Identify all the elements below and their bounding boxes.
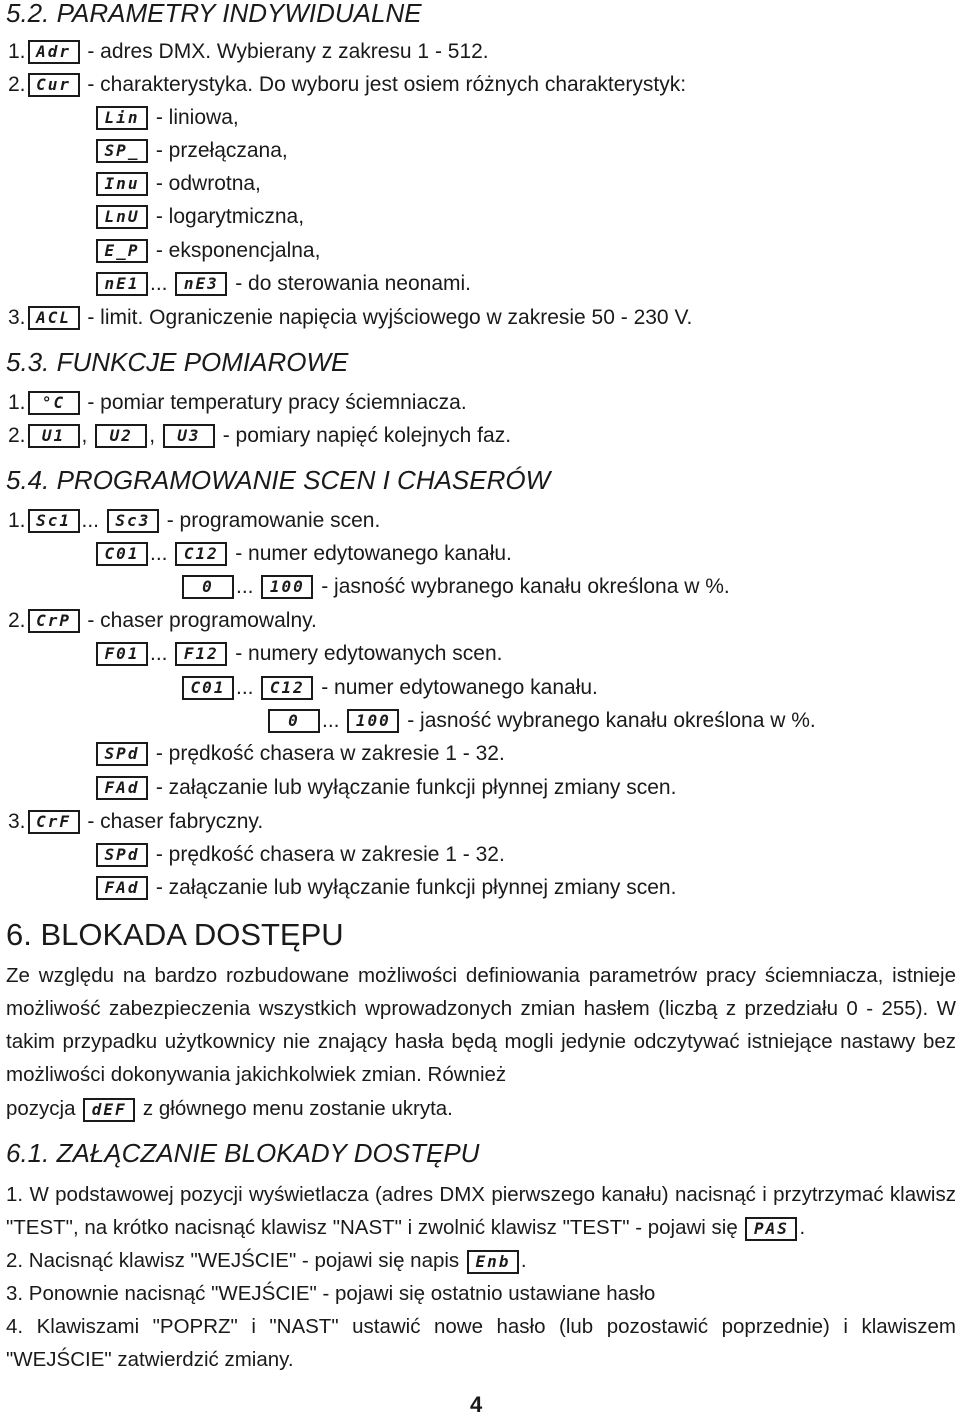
display-code: FAd xyxy=(96,876,148,900)
display-code: C01 xyxy=(96,542,148,566)
section-heading-5-4: 5.4. PROGRAMOWANIE SCEN I CHASERÓW xyxy=(6,465,551,495)
ellipsis: ... xyxy=(150,542,168,565)
list-item xyxy=(94,137,288,165)
display-code: Sc3 xyxy=(107,509,159,533)
item-text: - limit. Ograniczenie napięcia wyjściowego w zakresie 50 - 230 V. xyxy=(87,306,693,329)
list-item xyxy=(94,774,676,802)
list-item xyxy=(180,573,730,601)
item-number: 2. xyxy=(8,609,26,632)
item-text: - numer edytowanego kanału. xyxy=(321,676,598,699)
display-code: °C xyxy=(28,391,80,415)
ellipsis: ... xyxy=(81,509,100,532)
step-1 xyxy=(6,1178,956,1244)
list-item xyxy=(94,540,512,568)
display-code: U1 xyxy=(28,424,80,448)
item-text: - pomiar temperatury pracy ściemniacza. xyxy=(87,391,467,414)
step-4: 4. Klawiszami "POPRZ" i "NAST" ustawić nowe hasło (lub pozostawić poprzednie) i klawiszem "WEJŚCIE" zatwierdzić zmiany. xyxy=(6,1315,956,1371)
item-text: - załączanie lub wyłączanie funkcji płynnej zmiany scen. xyxy=(155,776,677,799)
item-text: - prędkość chasera w zakresie 1 - 32. xyxy=(155,742,505,765)
text: z głównego menu zostanie ukryta. xyxy=(142,1097,453,1120)
item-text: - jasność wybranego kanału określona w %. xyxy=(407,709,816,732)
separator: , xyxy=(81,424,88,447)
ellipsis: ... xyxy=(236,676,254,699)
item-number: 1. xyxy=(8,391,26,414)
display-code: PAS xyxy=(745,1217,797,1241)
section-heading-5-2: 5.2. PARAMETRY INDYWIDUALNE xyxy=(6,0,422,28)
item-number: 3. xyxy=(8,306,26,329)
section-heading-5-3: 5.3. FUNKCJE POMIAROWE xyxy=(6,347,349,377)
list-item xyxy=(94,170,261,198)
paragraph: Ze względu na bardzo rozbudowane możliwości definiowania parametrów pracy ściemniacza, istnieje możliwość zabezpieczenia wszystkich wprowadzonych zmian hasłem (liczbą z przedziału 0 - 255). W takim przypadku użytkownicy nie znający hasła będą mogli jedynie odczytywać istniejące nastawy bez możliwości dokonywania jakichkolwiek zmian. Również xyxy=(6,964,956,1086)
item-text: - do sterowania neonami. xyxy=(235,272,472,295)
display-code: 0 xyxy=(182,575,234,599)
item-text: - charakterystyka. Do wyboru jest osiem różnych charakterystyk: xyxy=(87,73,687,96)
item-text: - liniowa, xyxy=(155,106,239,129)
list-item xyxy=(8,38,489,66)
display-code: ACL xyxy=(28,306,80,330)
item-text: - chaser programowalny. xyxy=(87,609,317,632)
section-heading-6-1: 6.1. ZAŁĄCZANIE BLOKADY DOSTĘPU xyxy=(6,1138,480,1168)
list-item xyxy=(180,674,598,702)
display-code: Sc1 xyxy=(28,509,80,533)
list-item xyxy=(8,607,317,635)
step-3: 3. Ponownie nacisnąć "WEJŚCIE" - pojawi się ostatnio ustawiane hasło xyxy=(6,1282,656,1305)
item-text: - jasność wybranego kanału określona w %. xyxy=(321,575,730,598)
list-item xyxy=(94,874,676,902)
display-code: 100 xyxy=(261,575,313,599)
step-text: 1. W podstawowej pozycji wyświetlacza (adres DMX pierwszego kanału) nacisnąć i przytrzymać klawisz "TEST", na krótko nacisnąć klawisz "NAST" i zwolnić klawisz "TEST" - pojawi się xyxy=(6,1183,956,1239)
display-code: 100 xyxy=(347,709,399,733)
display-code: FAd xyxy=(96,776,148,800)
display-code: nE1 xyxy=(96,272,148,296)
item-text: - prędkość chasera w zakresie 1 - 32. xyxy=(155,843,505,866)
ellipsis: ... xyxy=(150,642,168,665)
item-text: - chaser fabryczny. xyxy=(87,810,264,833)
item-number: 2. xyxy=(8,73,26,96)
display-code: Lin xyxy=(96,106,148,130)
display-code: Enb xyxy=(467,1250,519,1274)
display-code: Inu xyxy=(96,172,148,196)
list-item xyxy=(94,104,239,132)
display-code: E_P xyxy=(96,239,148,263)
display-code: SPd xyxy=(96,742,148,766)
punctuation: . xyxy=(520,1249,527,1272)
list-item xyxy=(8,304,692,332)
list-item xyxy=(8,422,511,450)
paragraph-line xyxy=(6,1092,956,1125)
display-code: nE3 xyxy=(175,272,227,296)
display-code: Adr xyxy=(28,40,80,64)
item-text: - numer edytowanego kanału. xyxy=(235,542,512,565)
text: pozycja xyxy=(6,1097,76,1120)
page-number: 4 xyxy=(470,1392,483,1417)
display-code: 0 xyxy=(268,709,320,733)
list-item xyxy=(8,389,467,417)
item-text: - załączanie lub wyłączanie funkcji płynnej zmiany scen. xyxy=(155,876,677,899)
list-item xyxy=(94,841,505,869)
ellipsis: ... xyxy=(236,575,254,598)
list-item xyxy=(94,237,320,265)
ellipsis: ... xyxy=(322,709,340,732)
item-number: 2. xyxy=(8,424,26,447)
list-item xyxy=(8,71,686,99)
item-text: - numery edytowanych scen. xyxy=(235,642,503,665)
display-code: LnU xyxy=(96,205,148,229)
list-item xyxy=(94,203,304,231)
separator: , xyxy=(149,424,156,447)
item-text: - pomiary napięć kolejnych faz. xyxy=(222,424,512,447)
item-text: - eksponencjalna, xyxy=(155,239,321,262)
step-text: 2. Nacisnąć klawisz "WEJŚCIE" - pojawi się napis xyxy=(6,1249,460,1272)
list-item xyxy=(94,640,503,668)
item-text: - programowanie scen. xyxy=(166,509,381,532)
display-code: C12 xyxy=(261,676,313,700)
display-code: F12 xyxy=(175,642,227,666)
punctuation: . xyxy=(799,1216,806,1239)
display-code: Cur xyxy=(28,73,80,97)
item-number: 3. xyxy=(8,810,26,833)
section-heading-6: 6. BLOKADA DOSTĘPU xyxy=(6,917,344,952)
display-code: U2 xyxy=(95,424,147,448)
display-code: SPd xyxy=(96,843,148,867)
item-text: - odwrotna, xyxy=(155,172,261,195)
list-item xyxy=(8,507,380,535)
item-number: 1. xyxy=(8,40,26,63)
display-code: C12 xyxy=(175,542,227,566)
item-number: 1. xyxy=(8,509,26,532)
display-code: CrP xyxy=(28,609,80,633)
ellipsis: ... xyxy=(150,272,168,295)
list-item xyxy=(94,270,471,298)
item-text: - logarytmiczna, xyxy=(155,205,305,228)
display-code: U3 xyxy=(163,424,215,448)
list-item xyxy=(266,707,816,735)
item-text: - adres DMX. Wybierany z zakresu 1 - 512. xyxy=(87,40,489,63)
list-item xyxy=(8,808,263,836)
display-code: C01 xyxy=(182,676,234,700)
item-text: - przełączana, xyxy=(155,139,288,162)
display-code: CrF xyxy=(28,810,80,834)
display-code: F01 xyxy=(96,642,148,666)
display-code: SP_ xyxy=(96,139,148,163)
step-2 xyxy=(6,1244,956,1277)
display-code: dEF xyxy=(83,1098,135,1122)
list-item xyxy=(94,740,505,768)
